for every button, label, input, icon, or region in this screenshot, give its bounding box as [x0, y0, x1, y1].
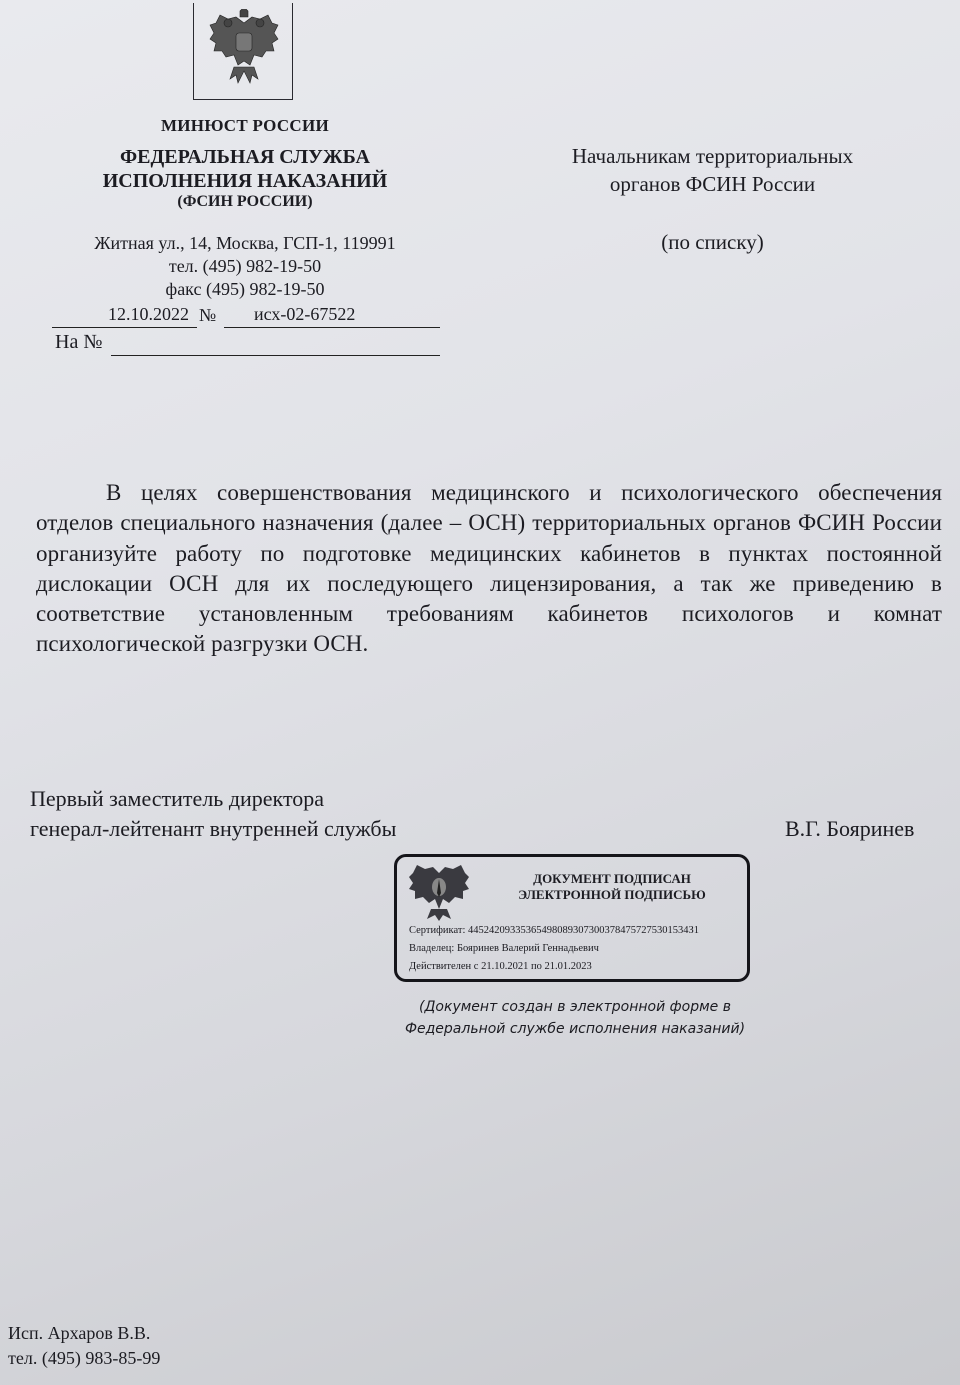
signatory-name: В.Г. Бояринев	[785, 816, 915, 841]
double-headed-eagle-emblem-icon	[206, 9, 282, 89]
reply-label: На №	[55, 331, 103, 353]
reply-reference-line	[55, 330, 440, 356]
executor-name: Исп. Архаров В.В.	[8, 1323, 151, 1343]
signatory-position: Первый заместитель директора	[30, 786, 325, 811]
stamp-validity: Действителен с 21.10.2021 по 21.01.2023	[409, 961, 592, 972]
number-label: №	[199, 305, 217, 325]
electronic-note-line1: (Документ создан в электронной форме в	[419, 999, 731, 1015]
number-field	[224, 301, 440, 328]
reply-blank-line	[111, 355, 440, 356]
fsin-eagle-icon	[407, 863, 471, 923]
number-value: исх-02-67522	[254, 304, 356, 324]
fax: факс (495) 982-19-50	[165, 279, 325, 299]
outgoing-reference-line	[52, 302, 440, 328]
service-name-line2: ИСПОЛНЕНИЯ НАКАЗАНИЙ	[102, 170, 388, 192]
stamp-certificate: Сертификат: 445242093353654980893073003784757275301534З1	[409, 925, 700, 936]
electronic-note-line2: Федеральной службе исполнения наказаний)	[404, 1021, 746, 1037]
recipient-line3: (по списку)	[661, 230, 764, 254]
recipient-line2: органов ФСИН России	[609, 172, 816, 196]
stamp-owner: Владелец: Бояринев Валерий Геннадьевич	[409, 943, 599, 954]
letter-body: В целях совершенствования медицинского и психологического обеспечения отделов специального назначения (далее – ОСН) территориальных органов ФСИН России организуйте работу по подготовке медицинских кабинетов в пунктах постоянной дислокации ОСН для их последующего лицензирования, а так же приведению в соответствие установленным требованиям кабинетов психологов и комнат психологической разгрузки ОСН.	[36, 480, 942, 657]
executor-phone: тел. (495) 983-85-99	[8, 1348, 161, 1368]
signatory-rank: генерал-лейтенант внутренней службы	[30, 816, 397, 841]
address: Житная ул., 14, Москва, ГСП-1, 119991	[94, 233, 396, 253]
ministry-name: МИНЮСТ РОССИИ	[160, 116, 330, 135]
service-name-line1: ФЕДЕРАЛЬНАЯ СЛУЖБА	[120, 146, 370, 168]
phone: тел. (495) 982-19-50	[168, 256, 322, 276]
service-abbreviation: (ФСИН РОССИИ)	[177, 193, 313, 210]
emblem-frame	[193, 3, 293, 100]
date-value: 12.10.2022	[108, 304, 189, 324]
stamp-title-line2: ЭЛЕКТРОННОЙ ПОДПИСЬЮ	[518, 887, 706, 902]
recipient-line1: Начальникам территориальных	[571, 144, 854, 168]
number-label-cell	[199, 302, 224, 328]
date-field	[52, 301, 197, 328]
electronic-signature-stamp	[394, 854, 750, 982]
stamp-title-line1: ДОКУМЕНТ ПОДПИСАН	[533, 871, 691, 886]
